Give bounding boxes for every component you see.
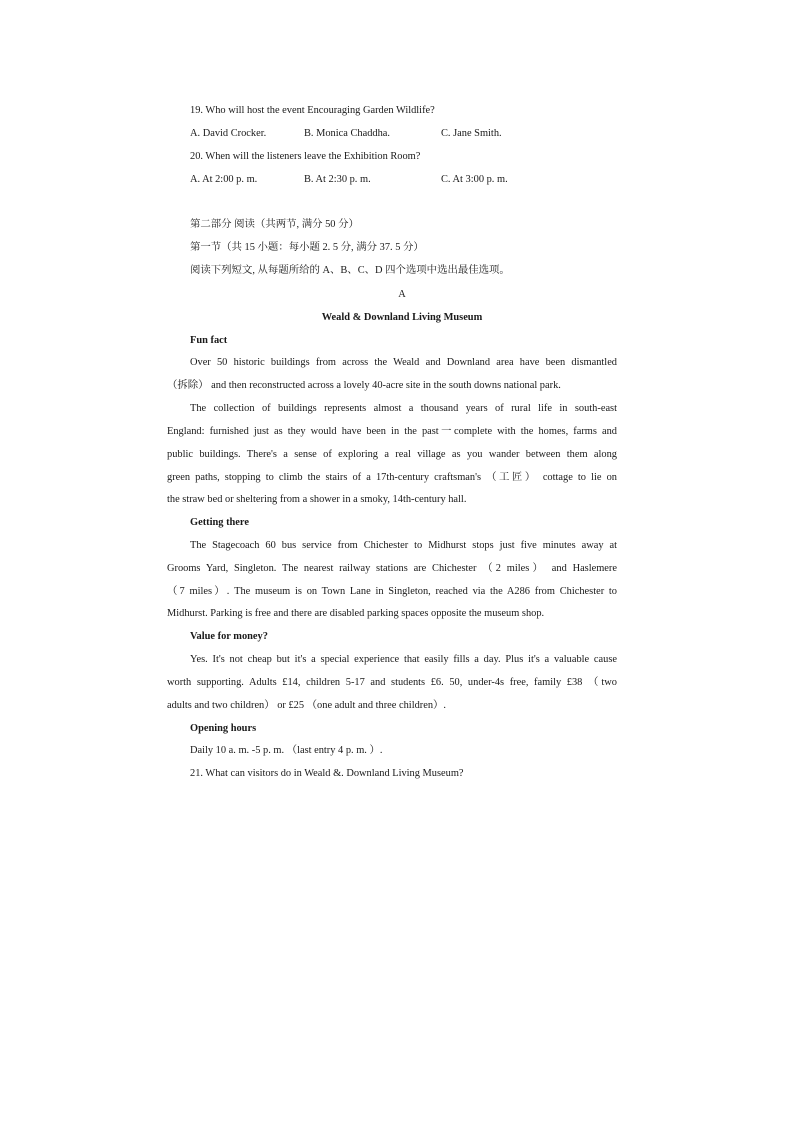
- p3-line-2: Grooms Yard, Singleton. The nearest railway stations are Chichester （2 miles） and Haslemere: [167, 563, 617, 574]
- p4-line-1: Yes. It's not cheap but it's a special experience that easily fills a day. Plus it's a valuable cause: [190, 654, 617, 665]
- question-20: 20. When will the listeners leave the Exhibition Room?: [190, 151, 421, 162]
- p2-line-2: England: furnished just as they would have been in the past一complete with the homes, farms and: [167, 426, 617, 437]
- heading-fun-fact: Fun fact: [190, 335, 228, 346]
- opening-hours-text: Daily 10 a. m. -5 p. m. （last entry 4 p. m. ）.: [190, 745, 383, 756]
- p4-line-3: adults and two children） or £25 （one adult and three children）.: [167, 700, 447, 711]
- p2-line-3: public buildings. There's a sense of exploring a real village as you wander between them along: [167, 449, 617, 460]
- p3-line-1: The Stagecoach 60 bus service from Chichester to Midhurst stops just five minutes away at: [190, 540, 617, 551]
- question-19: 19. Who will host the event Encouraging Garden Wildlife?: [190, 105, 435, 116]
- heading-getting-there: Getting there: [190, 517, 249, 528]
- p2-line-4: green paths, stopping to climb the stairs of a 17th-century craftsman's （工匠） cottage to lie on: [167, 472, 617, 483]
- p3-line-3: （7 miles）. The museum is on Town Lane in Singleton, reached via the A286 from Chichester to: [167, 586, 617, 597]
- p2-line-5: the straw bed or sheltering from a shower in a smoky, 14th-century hall.: [167, 494, 467, 505]
- p2-line-1: The collection of buildings represents almost a thousand years of rural life in south-east: [190, 403, 617, 414]
- q20-option-b: B. At 2:30 p. m.: [304, 174, 371, 185]
- q19-option-c: C. Jane Smith.: [441, 128, 502, 139]
- p4-line-2: worth supporting. Adults £14, children 5-17 and students £6. 50, under-4s free, family £38 （two: [167, 677, 617, 688]
- p3-line-4: Midhurst. Parking is free and there are disabled parking spaces opposite the museum shop.: [167, 608, 545, 619]
- passage-title: Weald & Downland Living Museum: [321, 312, 483, 323]
- instruction: 阅读下列短文, 从每题所给的 A、B、C、D 四个选项中选出最佳选项。: [190, 265, 510, 276]
- q20-option-a: A. At 2:00 p. m.: [190, 174, 258, 185]
- q20-option-c: C. At 3:00 p. m.: [441, 174, 508, 185]
- heading-value: Value for money?: [190, 631, 268, 642]
- section-title: 第一节（共 15 小题：每小题 2. 5 分, 满分 37. 5 分）: [190, 242, 424, 253]
- heading-opening-hours: Opening hours: [190, 723, 257, 734]
- p1-line-1: Over 50 historic buildings from across the Weald and Downland area have been dismantled: [190, 357, 617, 368]
- part-title: 第二部分 阅读（共两节, 满分 50 分）: [190, 219, 359, 230]
- q19-option-a: A. David Crocker.: [190, 128, 267, 139]
- p1-line-2: （拆除） and then reconstructed across a lovely 40-acre site in the south downs national park.: [167, 380, 561, 391]
- question-21: 21. What can visitors do in Weald &. Downland Living Museum?: [190, 768, 464, 779]
- passage-letter: A: [398, 289, 406, 300]
- q19-option-b: B. Monica Chaddha.: [304, 128, 390, 139]
